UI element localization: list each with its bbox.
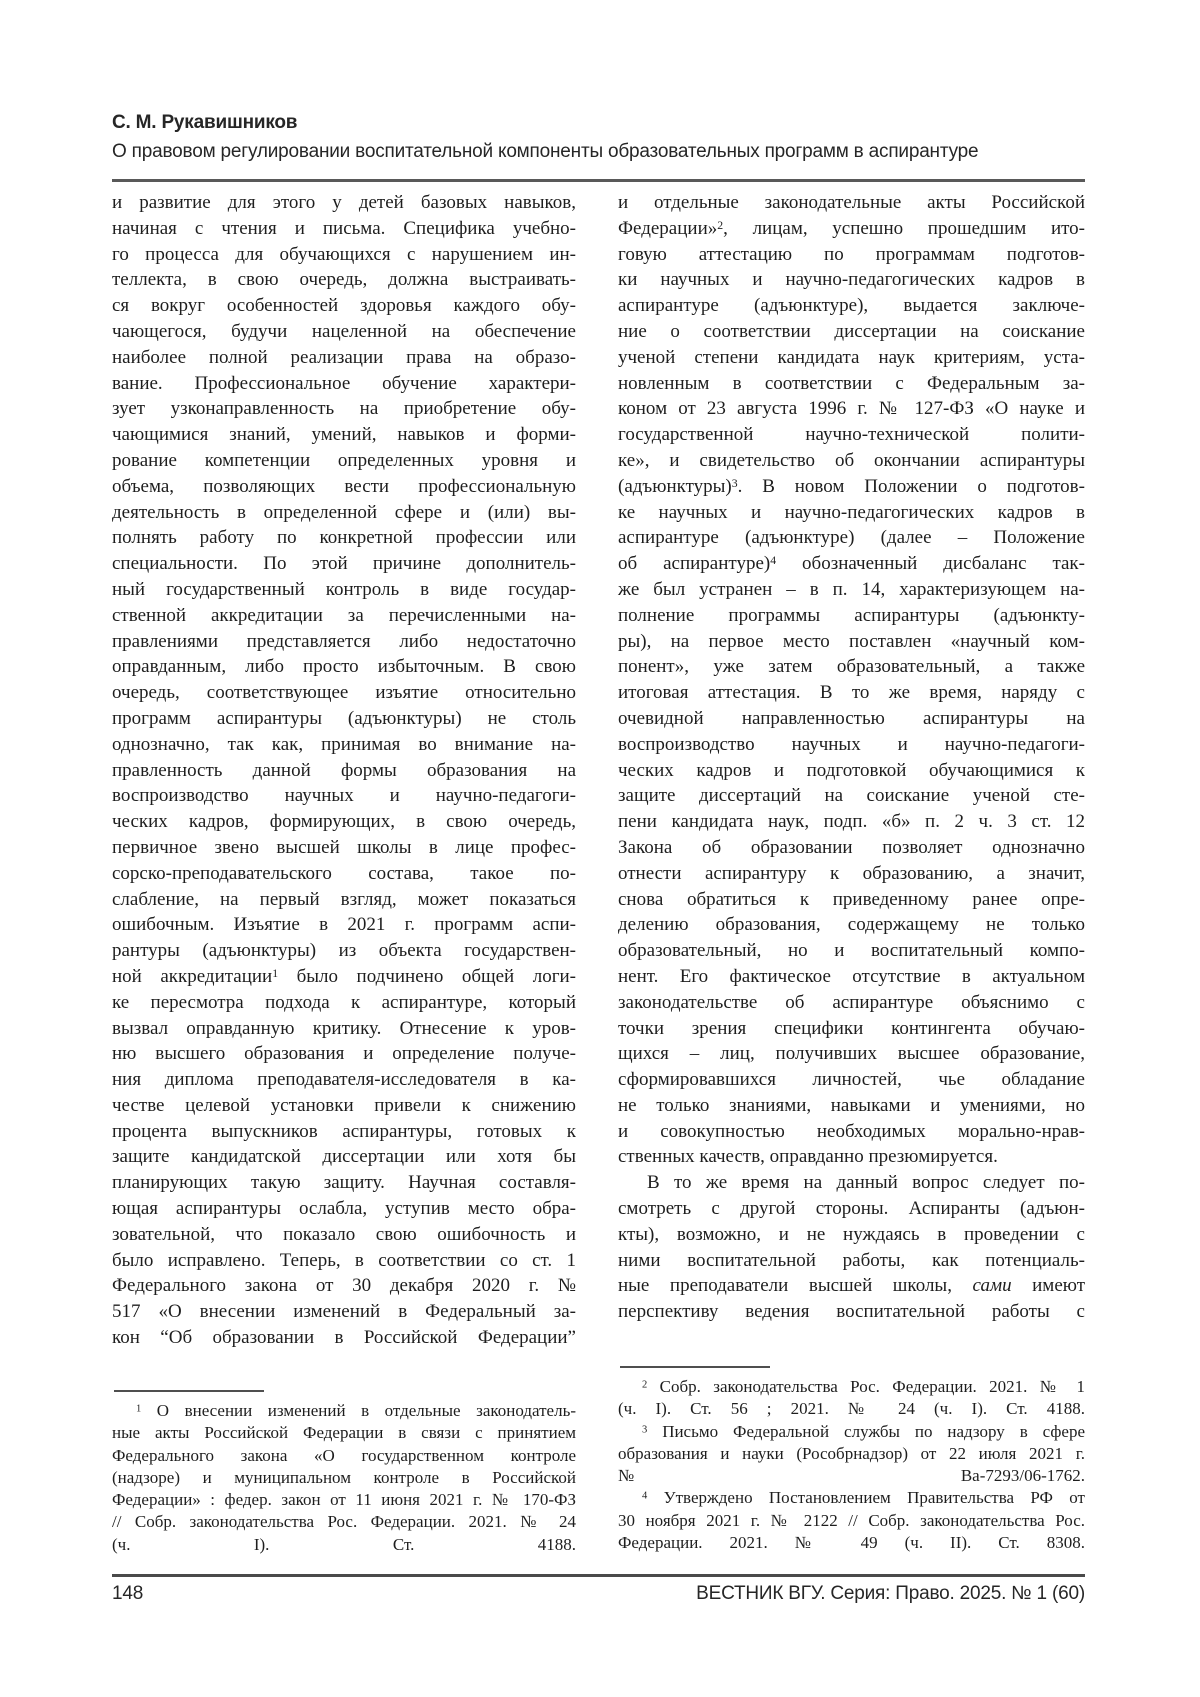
text-line: ственных качеств, оправданно презюмируется. xyxy=(618,1146,998,1168)
text-line: программ аспирантуры (адъюнктуры) не столь xyxy=(112,707,576,729)
text-line: коном от 23 августа 1996 г. № 127-ФЗ «О науке и xyxy=(618,398,1085,420)
text-line: ню высшего образования и определение получе- xyxy=(112,1043,576,1065)
text-line: отнести аспирантуру к образованию, а значит, xyxy=(618,862,1085,884)
text-line: (ч. I). Ст. 56 ; 2021. № 24 (ч. I). Ст. 4188. xyxy=(618,1399,1085,1419)
text-line: ры), на первое место поставлен «научный ком- xyxy=(618,630,1085,652)
right-column xyxy=(618,190,1085,1325)
text-line: воспроизводство научных и научно-педагоги- xyxy=(618,733,1085,755)
text-line: го процесса для обучающихся с нарушением ин- xyxy=(112,243,576,265)
text-line: ющая аспирантуры ослабла, уступив место обра- xyxy=(112,1198,576,1220)
text-line: ошибочным. Изъятие в 2021 г. программ аспи- xyxy=(112,914,576,936)
text-line: слабление, на первый взгляд, может показаться xyxy=(112,888,576,910)
text-line: кты), возможно, и не нуждаясь в проведении с xyxy=(618,1223,1085,1245)
text-line: аспирантуре (адъюнктуре), выдается заключе- xyxy=(618,295,1085,317)
text-line: честве целевой установки привели к снижению xyxy=(112,1094,576,1116)
text-line: говую аттестацию по программам подготов- xyxy=(618,243,1085,265)
text-line: (надзоре) и муниципальном контроле в Российской xyxy=(112,1467,576,1487)
text-line: образовательный, но и воспитательный компо- xyxy=(618,940,1085,962)
text-line: ной аккредитации$^1$ было подчинено общей логи- xyxy=(112,965,576,987)
text-line: ке научных и научно-педагогических кадров в xyxy=(618,501,1085,523)
text-line: Федерального закона «О государственном контроле xyxy=(112,1445,576,1465)
footnotes-left xyxy=(112,1390,576,1556)
text-line: снова обратиться к приведенному ранее опре- xyxy=(618,888,1085,910)
text-line: первичное звено высшей школы в лице профес- xyxy=(112,836,576,858)
text-line: образования и науки (Рособрнадзор) от 22 июля 2021 г. xyxy=(618,1443,1085,1463)
footnotes-right xyxy=(618,1366,1085,1554)
text-line: и отдельные законодательные акты Российской xyxy=(618,192,1085,213)
text-line: ния диплома преподавателя-исследователя в ка- xyxy=(112,1069,576,1091)
text-line: специальности. По этой причине дополнитель- xyxy=(112,553,576,575)
footnotes-left-text xyxy=(112,1400,576,1556)
text-line: процента выпускников аспирантуры, готовых к xyxy=(112,1120,576,1142)
journal-reference: ВЕСТНИК ВГУ. Серия: Право. 2025. № 1 (60) xyxy=(696,1583,1085,1604)
text-line: ки научных и научно-педагогических кадров в xyxy=(618,269,1085,291)
text-line: щихся – лиц, получивших высшее образование, xyxy=(618,1043,1085,1065)
text-line: вызвал оправданную критику. Отнесение к уров- xyxy=(112,1017,576,1039)
text-line: смотреть с другой стороны. Аспиранты (адъюн- xyxy=(618,1198,1085,1220)
text-line: новленным в соответствии с Федеральным за- xyxy=(618,372,1085,394)
text-line: ные преподаватели высшей школы, сами имеют xyxy=(618,1275,1086,1297)
text-line: же был устранен – в п. 14, характеризующем на- xyxy=(618,578,1085,600)
text-line: 30 ноября 2021 г. № 2122 // Собр. законодательства Рос. xyxy=(618,1510,1085,1530)
text-line: ный государственный контроль в виде государ- xyxy=(112,578,576,600)
text-line: делению образования, содержащему не только xyxy=(618,914,1085,936)
text-line: (ч. I). Ст. 4188. xyxy=(112,1534,576,1554)
text-line: правлениями представляется либо недостаточно xyxy=(112,630,576,652)
text-line: $^1$ О внесении изменений в отдельные законодатель- xyxy=(136,1401,576,1420)
text-line: наиболее полной реализации права на образо- xyxy=(112,346,576,368)
text-line: рантуры (адъюнктуры) из объекта государствен- xyxy=(112,940,576,962)
text-line: сформировавшихся личностей, чье обладание xyxy=(618,1069,1085,1091)
text-line: зовательной, что показало свою ошибочность и xyxy=(112,1223,576,1245)
text-line: полнять работу по конкретной профессии или xyxy=(112,527,576,549)
text-line: Федерального закона от 30 декабря 2020 г. № xyxy=(112,1275,576,1297)
text-line: государственной научно-технической полити- xyxy=(618,424,1085,446)
text-line: Федерации»$^2$, лицам, успешно прошедшим ито- xyxy=(618,217,1085,239)
text-line: Федерации. 2021. № 49 (ч. II). Ст. 8308. xyxy=(618,1533,1085,1553)
text-line: ся вокруг особенностей здоровья каждого обу- xyxy=(112,295,576,317)
text-line: полнение программы аспирантуры (адъюнкту- xyxy=(618,604,1085,626)
text-line: ними воспитательной работы, как потенциаль- xyxy=(618,1249,1085,1271)
text-line: сорско-преподавательского состава, такое по- xyxy=(112,862,576,884)
text-line: ке», и свидетельство об окончании аспирантуры xyxy=(618,449,1085,471)
text-line: зует узконаправленность на приобретение обу- xyxy=(112,398,576,420)
text-line: защите диссертаций на соискание ученой сте- xyxy=(618,785,1085,807)
text-line: $^2$ Собр. законодательства Рос. Федерации. 2021. № 1 xyxy=(642,1377,1085,1396)
text-line: законодательстве об аспирантуре объяснимо с xyxy=(618,991,1085,1013)
text-line: аспирантуре (адъюнктуре) (далее – Положение xyxy=(618,527,1085,549)
text-line: очевидной направленностью аспирантуры на xyxy=(618,707,1085,729)
text-line: ние о соответствии диссертации на соискание xyxy=(618,320,1085,342)
text-line: перспективу ведения воспитательной работы с xyxy=(618,1301,1085,1323)
text-line: правленность данной формы образования на xyxy=(112,759,576,781)
text-line: и совокупностью необходимых морально-нрав- xyxy=(618,1120,1085,1142)
text-line: планирующих такую защиту. Научная составля- xyxy=(112,1172,576,1194)
text-line: Федерации» : федер. закон от 11 июня 2021 г. № 170-ФЗ xyxy=(112,1490,576,1510)
footnote-separator xyxy=(114,1390,264,1392)
text-line: защите кандидатской диссертации или хотя бы xyxy=(112,1146,576,1168)
text-line: ческих кадров и подготовкой обучающимися к xyxy=(618,759,1085,781)
text-line: однозначно, так как, принимая во внимание на- xyxy=(112,733,576,755)
text-line: было исправлено. Теперь, в соответствии со ст. 1 xyxy=(112,1249,576,1271)
footnote-separator xyxy=(620,1366,770,1368)
left-column xyxy=(112,190,576,1351)
text-line: чающимися знаний, умений, навыков и форми- xyxy=(112,424,576,446)
footnotes-right-text xyxy=(618,1376,1085,1554)
text-line: воспроизводство научных и научно-педагоги- xyxy=(112,785,576,807)
text-line: В то же время на данный вопрос следует по- xyxy=(647,1172,1085,1194)
text-line: ческих кадров, формирующих, в свою очередь, xyxy=(112,811,576,833)
text-line: не только знаниями, навыками и умениями, но xyxy=(618,1094,1085,1116)
footer-rule xyxy=(112,1574,1085,1577)
text-line: деятельность в определенной сфере и (или) вы- xyxy=(112,501,576,523)
text-line: ученой степени кандидата наук критериям, уста- xyxy=(618,346,1085,368)
text-line: кон “Об образовании в Российской Федерации” xyxy=(112,1327,576,1349)
author-name: С. М. Рукавишников xyxy=(112,112,298,133)
text-line: пени кандидата наук, подп. «б» п. 2 ч. 3 ст. 12 xyxy=(618,811,1085,833)
text-line: $^3$ Письмо Федеральной службы по надзору в сфере xyxy=(642,1421,1085,1441)
text-line: оправданным, либо просто избыточным. В свою xyxy=(112,656,576,678)
text-line: итоговая аттестация. В то же время, наряду с xyxy=(618,682,1085,704)
text-line: и развитие для этого у детей базовых навыков, xyxy=(112,192,576,213)
running-title: О правовом регулировании воспитательной компоненты образовательных программ в аспирантуре xyxy=(112,141,979,162)
text-line: об аспирантуре)$^4$ обозначенный дисбаланс так- xyxy=(618,553,1085,575)
header-rule xyxy=(112,179,1085,182)
text-line: ные акты Российской Федерации в связи с принятием xyxy=(112,1423,576,1443)
text-line: рование компетенции определенных уровня и xyxy=(112,449,576,471)
text-line: ственной аккредитации за перечисленными на- xyxy=(112,604,576,626)
text-line: точки зрения специфики контингента обучаю- xyxy=(618,1017,1085,1039)
text-line: $^4$ Утверждено Постановлением Правительства РФ от xyxy=(642,1488,1085,1508)
page-number: 148 xyxy=(112,1583,144,1604)
text-line: чающегося, будучи нацеленной на обеспечение xyxy=(112,320,576,342)
text-line: нент. Его фактическое отсутствие в актуальном xyxy=(618,965,1085,987)
text-line: ке пересмотра подхода к аспирантуре, который xyxy=(112,991,576,1013)
text-line: № Ва-7293/06-1762. xyxy=(618,1466,1085,1486)
text-line: очередь, соответствующее изъятие относительно xyxy=(112,682,576,704)
text-line: объема, позволяющих вести профессиональную xyxy=(112,475,576,497)
text-line: 517 «О внесении изменений в Федеральный за- xyxy=(112,1301,576,1323)
text-line: Закона об образовании позволяет однозначно xyxy=(618,836,1085,858)
text-line: начиная с чтения и письма. Специфика учебно- xyxy=(112,217,576,239)
text-line: теллекта, в свою очередь, должна выстраивать- xyxy=(112,269,576,291)
text-line: (адъюнктуры)$^3$. В новом Положении о подготов- xyxy=(618,475,1085,497)
text-line: вание. Профессиональное обучение характери- xyxy=(112,372,576,394)
text-line: понент», уже затем образовательный, а также xyxy=(618,656,1085,678)
text-line: // Собр. законодательства Рос. Федерации. 2021. № 24 xyxy=(112,1512,576,1532)
